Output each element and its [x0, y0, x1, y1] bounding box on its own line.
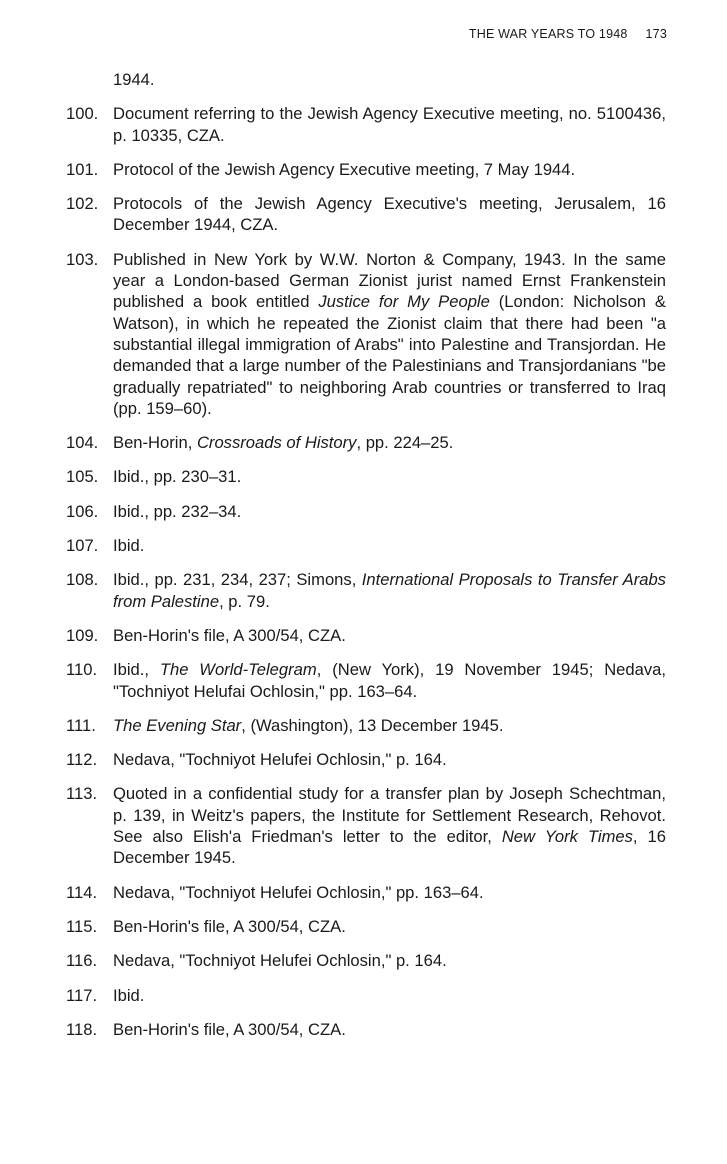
- endnote-title-italic: Justice for My People: [318, 292, 490, 312]
- endnote: [62, 916, 666, 937]
- endnote-number: 109.: [66, 625, 99, 645]
- endnote: [62, 1019, 666, 1040]
- endnote-text: Nedava, "Tochniyot Helufei Ochlosin," p. 164.: [113, 951, 447, 971]
- endnote-title-italic: Crossroads of History: [196, 433, 357, 453]
- endnote: [62, 69, 666, 90]
- endnote-text: , pp. 224–25.: [356, 433, 454, 453]
- endnote: [62, 535, 666, 556]
- endnote-number: 101.: [66, 159, 99, 179]
- endnote-text: 1944.: [113, 70, 155, 89]
- endnote-text: Ibid., pp. 231, 234, 237; Simons,: [113, 570, 362, 590]
- endnote-text: Published in New York by W.W. Norton & Company, 1943. In the same year a London-based German Zionist jurist named Ernst Frankenstein published a book entitled: [113, 249, 666, 312]
- endnote-text: Nedava, "Tochniyot Helufei Ochlosin," p. 164.: [113, 750, 447, 770]
- endnote: [62, 159, 666, 180]
- endnote-number: 102.: [66, 194, 99, 214]
- running-header: [469, 27, 667, 41]
- endnote: [62, 103, 666, 146]
- endnote-text: , p. 79.: [219, 591, 270, 611]
- endnote-number: 113.: [66, 784, 98, 804]
- endnote-title-italic: New York Times: [501, 827, 633, 847]
- endnote-text: Ben-Horin,: [113, 433, 197, 453]
- endnote-number: 100.: [66, 104, 99, 124]
- endnote-text: Ibid.: [113, 985, 145, 1005]
- endnote-title-italic: International Proposals to Transfer Arabs from Palestine: [113, 570, 666, 611]
- endnote-text: Ben-Horin's file, A 300/54, CZA.: [113, 916, 346, 936]
- endnote-number: 106.: [66, 501, 99, 521]
- running-title: THE WAR YEARS TO 1948: [468, 27, 628, 41]
- endnote-text: Protocols of the Jewish Agency Executive's meeting, Jerusalem, 16 December 1944, CZA.: [113, 194, 666, 235]
- endnote-number: 104.: [66, 433, 99, 453]
- endnote-number: 118.: [66, 1019, 98, 1039]
- endnote-text: Ibid.: [113, 536, 145, 556]
- endnote-text: Ibid., pp. 232–34.: [113, 501, 242, 521]
- endnote-text: , 16 December 1945.: [113, 827, 666, 868]
- endnote-text: , (New York), 19 November 1945; Nedava, "Tochniyot Helufai Ochlosin," pp. 163–64.: [113, 660, 667, 701]
- endnote-number: 111.: [66, 715, 96, 735]
- endnote: [62, 882, 666, 903]
- endnote: [62, 501, 666, 522]
- endnote: [62, 783, 666, 868]
- endnote: [62, 950, 666, 971]
- endnote: [62, 432, 666, 453]
- endnote: [62, 249, 666, 419]
- endnote-text: Ibid., pp. 230–31.: [113, 467, 242, 487]
- endnote-number: 110.: [66, 660, 98, 680]
- endnote-number: 103.: [66, 249, 99, 269]
- endnote-text: , (Washington), 13 December 1945.: [241, 715, 504, 735]
- endnote-number: 105.: [66, 467, 99, 487]
- endnote-number: 116.: [66, 951, 98, 971]
- endnote-number: 107.: [66, 536, 99, 556]
- endnote: [62, 659, 666, 702]
- endnote-number: 117.: [66, 985, 98, 1005]
- page-number: 173: [645, 27, 667, 41]
- endnote: [62, 749, 666, 770]
- endnote: [62, 193, 666, 236]
- endnote-text: Protocol of the Jewish Agency Executive meeting, 7 May 1944.: [113, 159, 576, 179]
- endnote-number: 115.: [66, 916, 98, 936]
- endnote: [62, 569, 666, 612]
- endnote: [62, 625, 666, 646]
- endnote-title-italic: The World-Telegram: [159, 660, 317, 680]
- endnote-text: Nedava, "Tochniyot Helufei Ochlosin," pp. 163–64.: [113, 882, 484, 902]
- endnote-text: Quoted in a confidential study for a transfer plan by Joseph Schechtman, p. 139, in Weitz's papers, the Institute for Settlement Research, Rehovot. See also Elish'a Friedman's letter to the editor,: [113, 784, 666, 847]
- endnote-number: 114.: [66, 882, 98, 902]
- endnote-title-italic: The Evening Star: [113, 715, 242, 735]
- endnote-text: Ibid.,: [113, 660, 160, 680]
- endnote-text: Ben-Horin's file, A 300/54, CZA.: [113, 1019, 346, 1039]
- endnote-number: 108.: [66, 570, 99, 590]
- endnotes-list: [62, 69, 666, 1053]
- endnote-text: Ben-Horin's file, A 300/54, CZA.: [113, 625, 346, 645]
- endnote-text: (London: Nicholson & Watson), in which he repeated the Zionist claim that there had been "a substantial illegal immigration of Arabs" into Palestine and Transjordan. He demanded that a large number of the Palestinians and Transjordanians "be gradually repatriated" to neighboring Arab countries or transferred to Iraq (pp. 159–60).: [113, 292, 666, 418]
- endnote-number: 112.: [66, 750, 98, 770]
- endnote: [62, 466, 666, 487]
- endnote: [62, 985, 666, 1006]
- endnote-text: Document referring to the Jewish Agency Executive meeting, no. 5100436, p. 10335, CZA.: [113, 104, 666, 145]
- endnote: [62, 715, 666, 736]
